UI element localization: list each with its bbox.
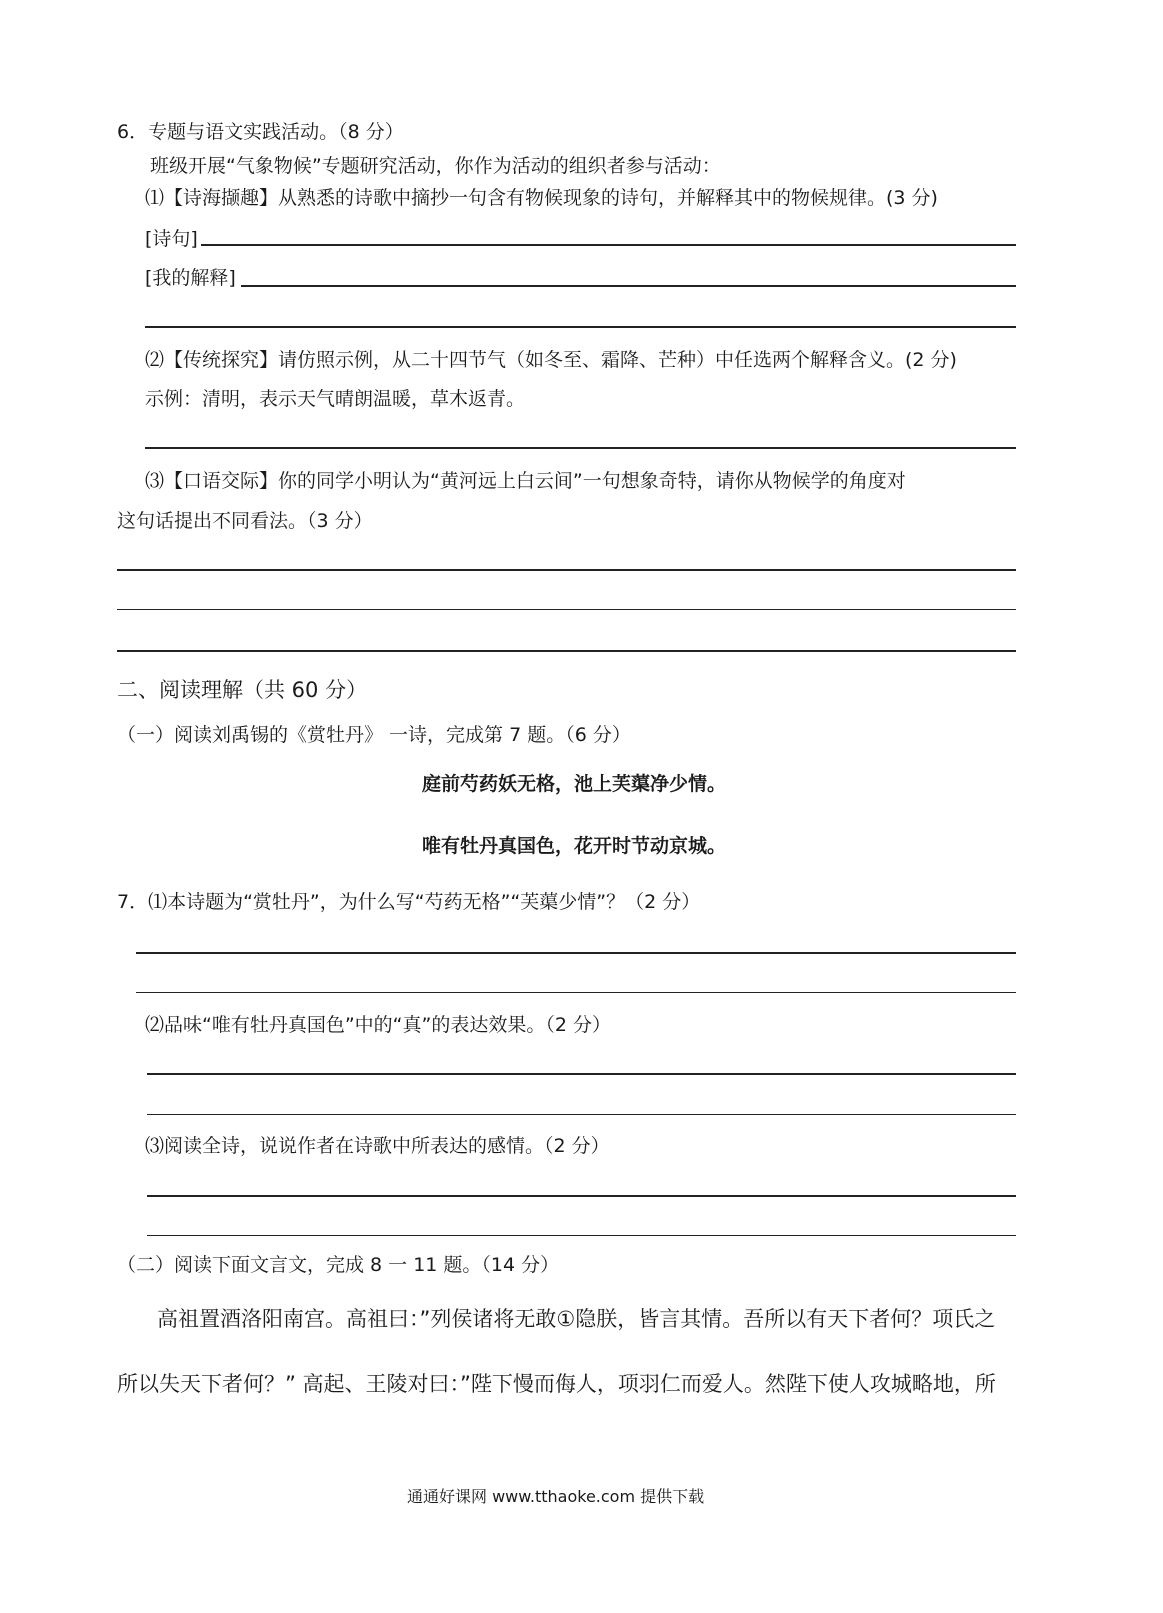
poem-line-1: 庭前芍药妖无格，池上芙蕖净少情。 bbox=[422, 773, 727, 795]
opinion-answer-line-3[interactable] bbox=[117, 650, 1016, 652]
explanation-answer-line[interactable] bbox=[241, 285, 1016, 287]
q7-part1-answer-line-1[interactable] bbox=[136, 952, 1016, 954]
q7-part2-answer-line-2[interactable] bbox=[147, 1114, 1016, 1115]
q6-part3-prompt-line1: ⑶【口语交际】你的同学小明认为“黄河远上白云间”一句想象奇特，请你从物候学的角度对 bbox=[145, 470, 906, 492]
part2-intro: （二）阅读下面文言文，完成 8 一 11 题。（14 分） bbox=[117, 1254, 560, 1276]
part1-intro: （一）阅读刘禹锡的《赏牡丹》 一诗，完成第 7 题。（6 分） bbox=[117, 724, 631, 746]
q6-title: 6．专题与语文实践活动。（8 分） bbox=[117, 121, 404, 143]
q7-part3-prompt: ⑶阅读全诗，说说作者在诗歌中所表达的感情。（2 分） bbox=[145, 1135, 610, 1157]
opinion-answer-line-1[interactable] bbox=[117, 569, 1016, 571]
q7-part2-answer-line-1[interactable] bbox=[147, 1073, 1016, 1075]
classical-text-line-1: 高祖置酒洛阳南宫。高祖曰：”列侯诸将无敢①隐朕，皆言其情。吾所以有天下者何？项氏之 bbox=[157, 1307, 996, 1331]
q6-intro: 班级开展“气象物候”专题研究活动，你作为活动的组织者参与活动： bbox=[150, 155, 721, 177]
q7-part2-prompt: ⑵品味“唯有牡丹真国色”中的“真”的表达效果。（2 分） bbox=[145, 1014, 612, 1036]
explanation-label: [我的解释] bbox=[145, 267, 236, 289]
q6-part2-example: 示例：清明，表示天气晴朗温暖，草木返青。 bbox=[145, 388, 526, 410]
q6-part1-prompt: ⑴【诗海撷趣】从熟悉的诗歌中摘抄一句含有物候现象的诗句，并解释其中的物候规律。(3 分) bbox=[145, 187, 938, 209]
poem-line-2: 唯有牡丹真国色，花开时节动京城。 bbox=[422, 835, 727, 857]
explanation-answer-line-2[interactable] bbox=[145, 326, 1016, 328]
section-heading: 二、阅读理解（共 60 分） bbox=[117, 678, 368, 702]
poem-answer-line[interactable] bbox=[201, 244, 1016, 246]
page-footer: 通通好课网 www.tthaoke.com 提供下载 bbox=[407, 1487, 705, 1506]
q7-part3-answer-line-2[interactable] bbox=[147, 1235, 1016, 1236]
q7-part1-answer-line-2[interactable] bbox=[136, 992, 1016, 993]
q6-part2-prompt: ⑵【传统探究】请仿照示例，从二十四节气（如冬至、霜降、芒种）中任选两个解释含义。(2 分) bbox=[145, 349, 957, 371]
q6-part3-prompt-line2: 这句话提出不同看法。（3 分） bbox=[117, 510, 373, 532]
q7-part1-prompt: 7．⑴本诗题为“赏牡丹”，为什么写“芍药无格”“芙蕖少情”？（2 分） bbox=[117, 891, 701, 913]
q7-part3-answer-line-1[interactable] bbox=[147, 1195, 1016, 1197]
poem-label: [诗句] bbox=[145, 228, 198, 250]
classical-text-line-2: 所以失天下者何？” 高起、王陵对曰：”陛下慢而侮人，项羽仁而爱人。然陛下使人攻城略地，所 bbox=[117, 1372, 996, 1396]
opinion-answer-line-2[interactable] bbox=[117, 609, 1016, 610]
solar-term-answer-line[interactable] bbox=[145, 447, 1016, 449]
